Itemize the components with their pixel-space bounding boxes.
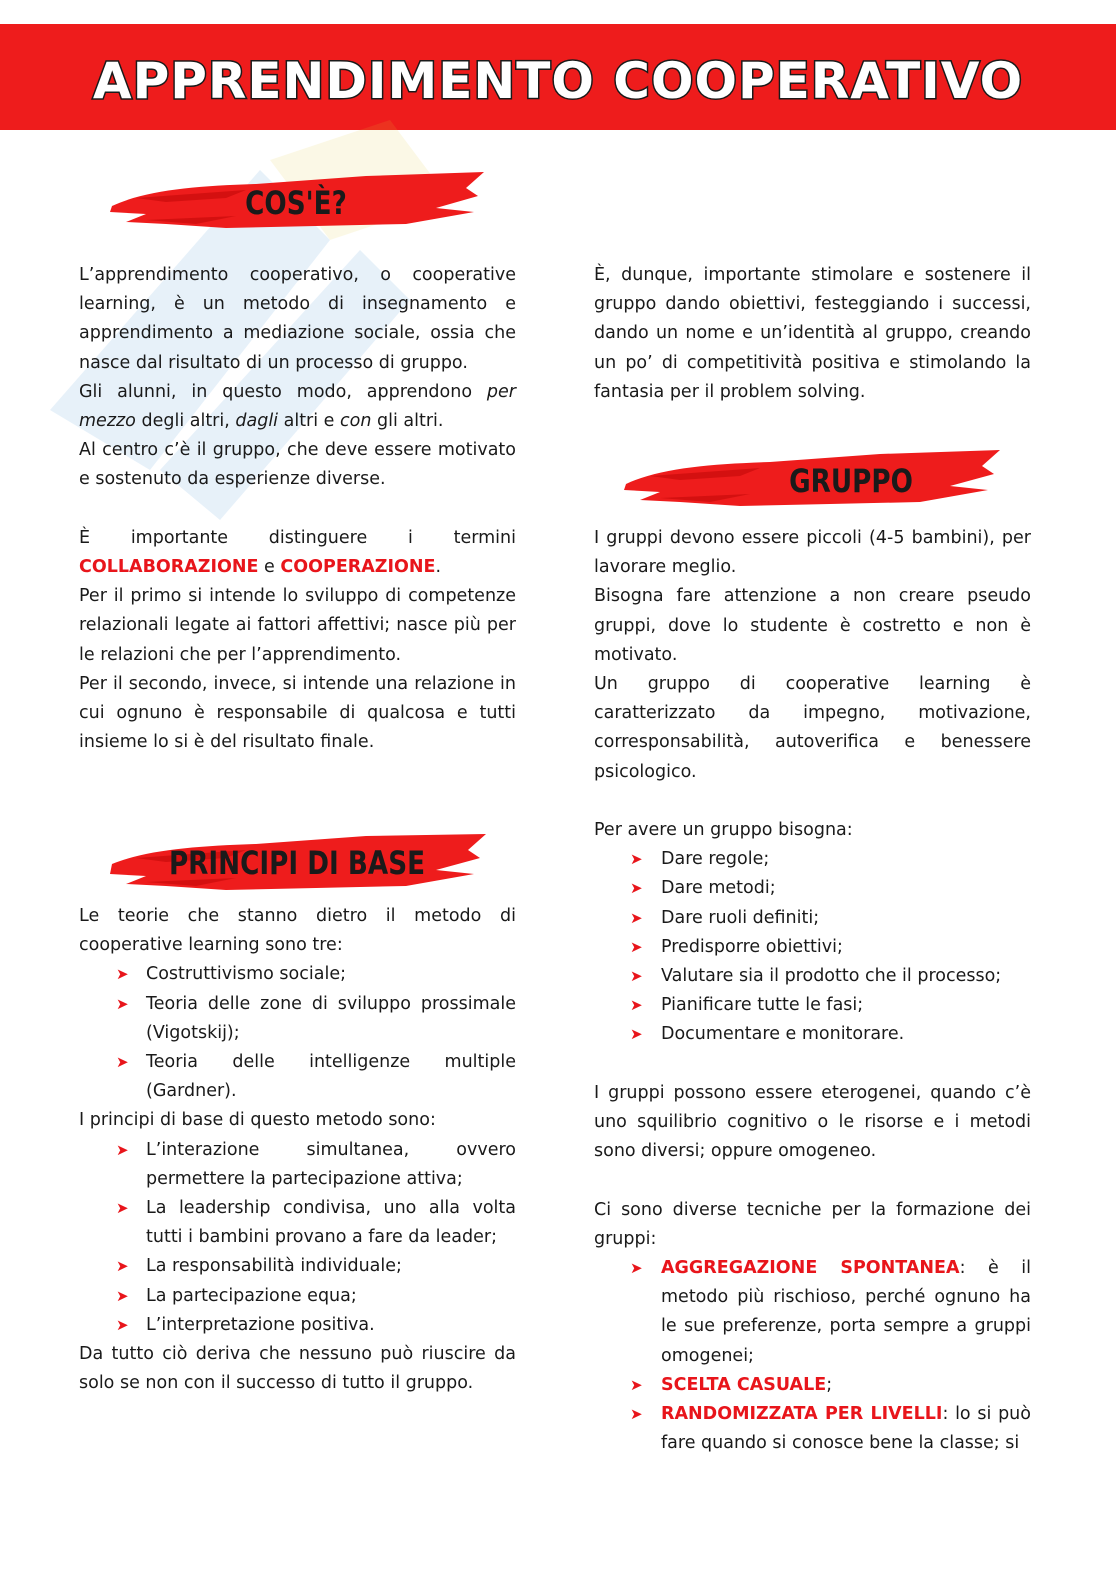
list-item-text: L’interazione simultanea, ovvero permettere la partecipazione attiva;: [146, 1139, 516, 1189]
technique-text: ;: [826, 1374, 833, 1395]
text-run: È importante distinguere i termini: [79, 527, 516, 548]
text-run: .: [435, 557, 442, 578]
list-item-text: La partecipazione equa;: [146, 1285, 357, 1306]
arrow-right-icon: ➤: [630, 937, 643, 956]
first-term-paragraph: Per il primo si intende lo sviluppo di competenze relazionali legate ai fattori affettivi; nasce più per le relazioni che per l’apprendimento.: [79, 586, 516, 665]
list-item: [79, 1282, 516, 1311]
arrow-right-icon: ➤: [116, 1140, 129, 1159]
list-item: [594, 991, 1031, 1020]
list-item: [594, 904, 1031, 933]
list-item-text: Dare regole;: [661, 849, 770, 870]
list-item: [594, 933, 1031, 962]
conclusion-paragraph: Da tutto ciò deriva che nessuno può riuscire da solo se non con il successo di tutto il gruppo.: [79, 1344, 516, 1394]
heading-cose: [106, 168, 486, 238]
second-term-paragraph: Per il secondo, invece, si intende una relazione in cui ognuno è responsabile di qualcosa e tutti insieme lo si è del risultato finale.: [79, 673, 516, 753]
group-traits-paragraph: Un gruppo di cooperative learning è caratterizzato da impegno, motivazione, corresponsabilità, autoverifica e benessere psicologico.: [594, 674, 1031, 782]
arrow-right-icon: ➤: [630, 908, 643, 927]
technique-term: SCELTA CASUALE: [661, 1374, 827, 1395]
list-item-text: Dare metodi;: [661, 878, 776, 899]
arrow-right-icon: ➤: [630, 1405, 643, 1424]
needs-list: [594, 845, 1031, 1049]
list-item: [594, 874, 1031, 903]
arrow-right-icon: ➤: [116, 1257, 129, 1276]
arrow-right-icon: ➤: [116, 1199, 129, 1218]
arrow-right-icon: ➤: [116, 994, 129, 1013]
term-collaborazione: COLLABORAZIONE: [79, 557, 259, 578]
text-run-italic: dagli: [235, 411, 279, 432]
text-run: Gli alunni, in questo modo, apprendono: [79, 381, 487, 402]
list-item: [79, 1048, 516, 1106]
arrow-right-icon: ➤: [630, 1259, 643, 1278]
arrow-right-icon: ➤: [630, 850, 643, 869]
list-item-text: Predisporre obiettivi;: [661, 936, 843, 957]
techniques-intro: Ci sono diverse tecniche per la formazione dei gruppi:: [594, 1199, 1031, 1249]
principles-intro: I principi di base di questo metodo sono:: [79, 1110, 436, 1131]
list-item-text: Valutare sia il prodotto che il processo;: [661, 966, 1002, 987]
heading-principi: [106, 828, 488, 898]
list-item: [79, 1194, 516, 1252]
list-item: [79, 960, 516, 989]
text-run: e: [258, 557, 281, 578]
principles-list: [79, 1136, 516, 1340]
pseudo-group-paragraph: Bisogna fare attenzione a non creare pseudo gruppi, dove lo studente è costretto e non è motivato.: [594, 586, 1031, 665]
arrow-right-icon: ➤: [116, 965, 129, 984]
text-run-italic: con: [340, 411, 372, 432]
needs-intro: Per avere un gruppo bisogna:: [594, 820, 853, 841]
intro-paragraph: L’apprendimento cooperativo, o cooperative learning, è un metodo di insegnamento e apprendimento a mediazione sociale, ossia che nasce dal risultato di un processo di gruppo.: [79, 265, 516, 373]
list-item: [594, 1020, 1031, 1049]
heading-gruppo-label: GRUPPO: [789, 462, 913, 500]
group-size-paragraph: I gruppi devono essere piccoli (4-5 bambini), per lavorare meglio.: [594, 528, 1031, 578]
list-item: [594, 962, 1031, 991]
right-column-bottom: [594, 524, 1031, 1458]
theories-intro: Le teorie che stanno dietro il metodo di cooperative learning sono tre:: [79, 906, 516, 956]
heading-principi-label: PRINCIPI DI BASE: [168, 844, 426, 882]
technique-text: : lo si può fare quando si conosce bene la classe; si: [661, 1404, 1031, 1454]
text-run-italic: per mezzo: [79, 381, 516, 432]
list-item: [594, 845, 1031, 874]
theories-list: [79, 960, 516, 1106]
list-item-text: Teoria delle zone di sviluppo prossimale (Vigotskij);: [146, 993, 516, 1043]
list-item-text: L’interpretazione positiva.: [146, 1314, 375, 1335]
list-item: [79, 990, 516, 1048]
list-item: [79, 1311, 516, 1340]
left-column-top: [79, 261, 516, 757]
arrow-right-icon: ➤: [630, 1375, 643, 1394]
list-item: [79, 1252, 516, 1281]
technique-term: AGGREGAZIONE SPONTANEA: [661, 1258, 960, 1279]
arrow-right-icon: ➤: [116, 1053, 129, 1072]
arrow-right-icon: ➤: [630, 996, 643, 1015]
terms-paragraph: [79, 524, 516, 582]
list-item: [594, 1400, 1031, 1458]
text-run: degli altri,: [135, 411, 236, 432]
arrow-right-icon: ➤: [630, 1025, 643, 1044]
heading-cose-label: COS'È?: [245, 184, 347, 222]
motivation-paragraph: È, dunque, importante stimolare e sostenere il gruppo dando obiettivi, festeggiando i successi, dando un nome e un’identità al gruppo, creando un po’ di competitività positiva e stimolando la fantasia per il problem solving.: [594, 265, 1031, 402]
list-item: [79, 1136, 516, 1194]
right-column-top: [594, 261, 1031, 407]
arrow-right-icon: ➤: [630, 879, 643, 898]
arrow-right-icon: ➤: [116, 1286, 129, 1305]
list-item-text: Teoria delle intelligenze multiple (Gardner).: [146, 1052, 516, 1102]
intro-paragraph-3: Al centro c’è il gruppo, che deve essere motivato e sostenuto da esperienze diverse.: [79, 440, 516, 490]
page-title: APPRENDIMENTO COOPERATIVO: [92, 52, 1024, 110]
text-run: gli altri.: [371, 411, 444, 432]
left-column-bottom: [79, 902, 516, 1398]
intro-paragraph-2: [79, 378, 516, 436]
arrow-right-icon: ➤: [630, 967, 643, 986]
technique-term: RANDOMIZZATA PER LIVELLI: [661, 1404, 943, 1425]
list-item-text: Costruttivismo sociale;: [146, 964, 346, 985]
techniques-list: [594, 1254, 1031, 1458]
list-item: [594, 1254, 1031, 1371]
arrow-right-icon: ➤: [116, 1315, 129, 1334]
list-item-text: Dare ruoli definiti;: [661, 907, 820, 928]
list-item-text: Pianificare tutte le fasi;: [661, 995, 864, 1016]
text-run: altri e: [278, 411, 341, 432]
list-item-text: La leadership condivisa, uno alla volta tutti i bambini provano a fare da leader;: [146, 1198, 516, 1248]
technique-text: : è il metodo più rischioso, perché ognuno ha le sue preferenze, porta sempre a gruppi omogenei;: [661, 1258, 1031, 1366]
list-item: [594, 1371, 1031, 1400]
term-cooperazione: COOPERAZIONE: [280, 557, 436, 578]
list-item-text: Documentare e monitorare.: [661, 1024, 905, 1045]
heading-gruppo: [620, 446, 1002, 516]
list-item-text: La responsabilità individuale;: [146, 1256, 402, 1277]
group-types-paragraph: I gruppi possono essere eterogenei, quando c’è uno squilibrio cognitivo o le risorse e i metodi sono diversi; oppure omogeneo.: [594, 1082, 1031, 1162]
